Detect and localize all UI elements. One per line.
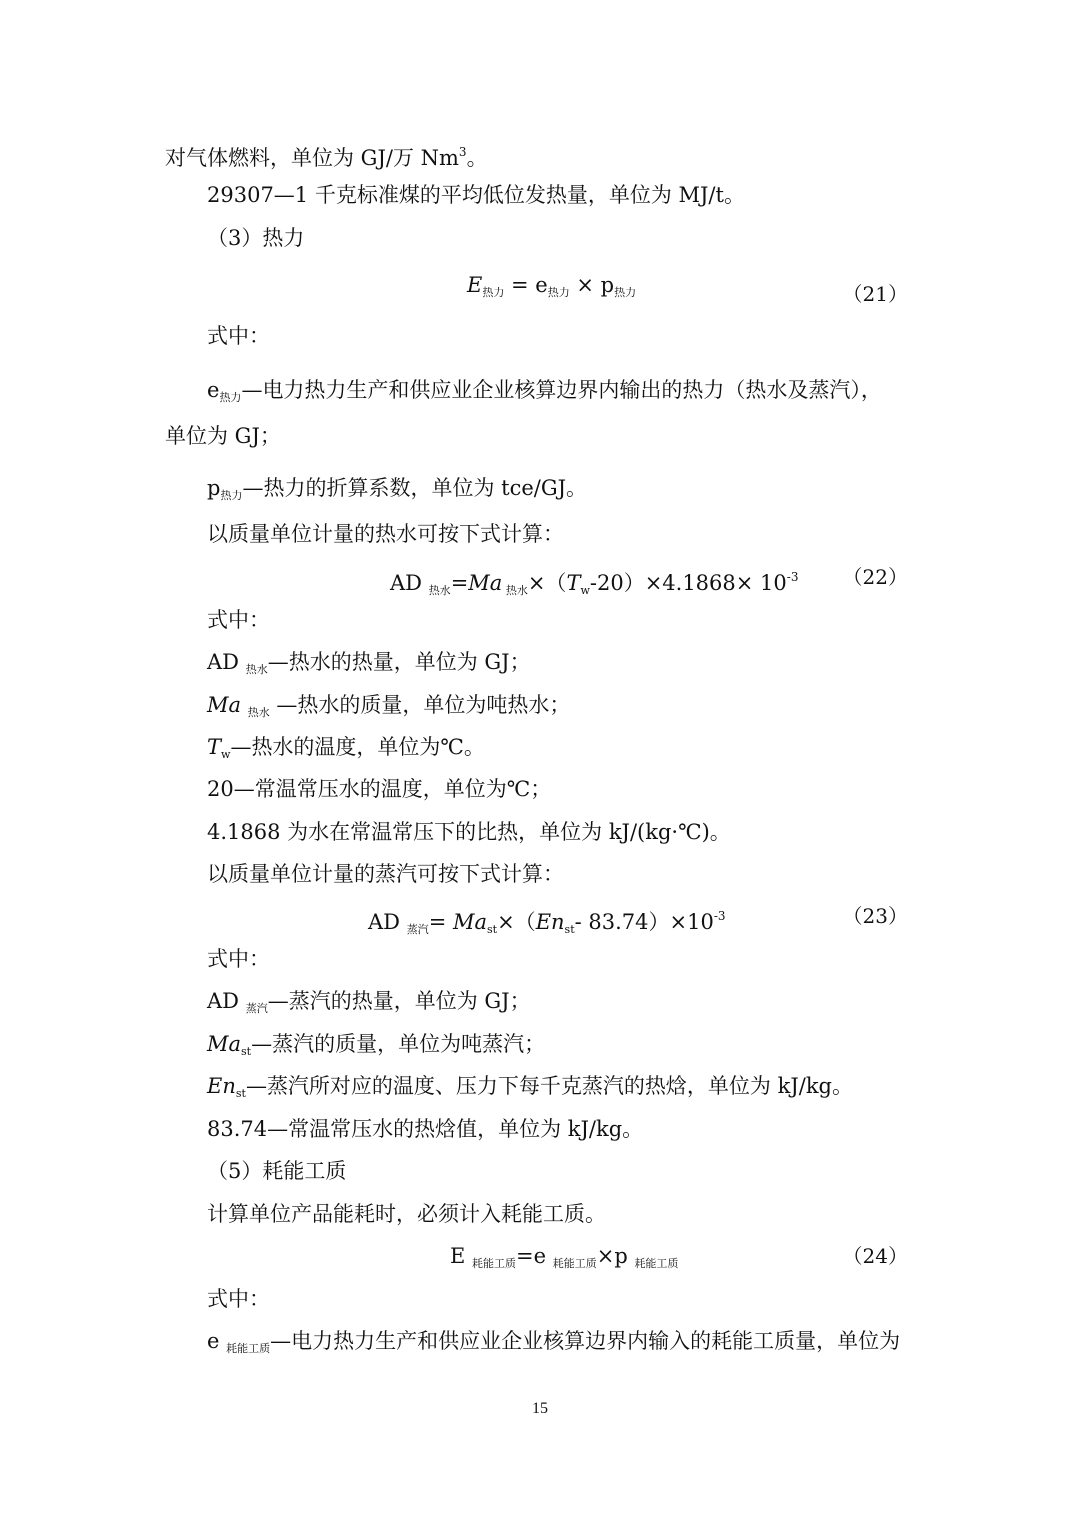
- eq-text: - 83.74）×10: [574, 910, 714, 934]
- definition-line: [207, 1030, 545, 1066]
- eq-subscript: w: [580, 584, 590, 597]
- definition-line: [207, 1072, 853, 1108]
- paragraph-line: 以质量单位计量的蒸汽可按下式计算：: [207, 862, 564, 886]
- equation-23: [368, 902, 726, 944]
- definition-line: [207, 733, 485, 769]
- symbol: En: [207, 1074, 236, 1098]
- text: —蒸汽的质量，单位为吨蒸汽；: [251, 1032, 546, 1056]
- subscript: 热力: [220, 489, 243, 502]
- eq-text: ×（: [497, 910, 536, 934]
- text: —电力热力生产和供应业企业核算边界内输入的耗能工质量，单位为: [270, 1329, 901, 1353]
- eq-text: ×（: [527, 571, 567, 595]
- eq-text: =: [450, 571, 469, 595]
- eq-subscript: 热力: [482, 286, 505, 299]
- equation-21: [467, 271, 636, 307]
- eq-subscript: 热水: [428, 584, 451, 597]
- eq-subscript: st: [487, 923, 498, 936]
- subscript: 热水: [245, 663, 268, 676]
- eq-text: = e: [504, 273, 548, 297]
- eq-text: E: [450, 1244, 473, 1268]
- subscript: w: [221, 748, 231, 761]
- paragraph-line: 以质量单位计量的热水可按下式计算：: [207, 522, 564, 546]
- section-heading: （3）热力: [207, 226, 305, 250]
- text: —热水的温度，单位为℃。: [230, 735, 485, 759]
- equation-24: [450, 1242, 678, 1278]
- definition-line: [207, 648, 531, 684]
- equation-number: （22）: [842, 565, 908, 589]
- text: —蒸汽的热量，单位为 GJ；: [267, 989, 531, 1013]
- paragraph-line: 式中：: [207, 608, 270, 632]
- paragraph-line: 式中：: [207, 324, 270, 348]
- eq-symbol: T: [566, 571, 581, 595]
- definition-line: [207, 987, 531, 1023]
- definition-line: [207, 691, 570, 727]
- subscript: 热水: [247, 706, 270, 719]
- paragraph-line: 83.74—常温常压水的热焓值，单位为 kJ/kg。: [207, 1117, 644, 1141]
- paragraph-line: 20—常温常压水的温度，单位为℃；: [207, 777, 552, 801]
- equation-22: [390, 563, 798, 605]
- definition-line: [207, 376, 882, 412]
- symbol: p: [207, 476, 221, 500]
- symbol: AD: [207, 650, 240, 674]
- paragraph-line: [165, 138, 488, 172]
- symbol: Ma: [207, 1032, 242, 1056]
- subscript: st: [235, 1087, 246, 1100]
- equation-number: （24）: [842, 1244, 908, 1268]
- paragraph-line: 29307—1 千克标准煤的平均低位发热量，单位为 MJ/t。: [207, 183, 745, 207]
- eq-text: AD: [368, 910, 407, 934]
- text: —蒸汽所对应的温度、压力下每千克蒸汽的热焓，单位为 kJ/kg。: [245, 1074, 853, 1098]
- subscript: st: [241, 1045, 252, 1058]
- paragraph-line: 计算单位产品能耗时，必须计入耗能工质。: [207, 1202, 606, 1226]
- eq-superscript: -3: [786, 570, 799, 584]
- symbol: Ma: [207, 693, 242, 717]
- eq-text: =e: [516, 1244, 553, 1268]
- eq-subscript: 热力: [547, 286, 570, 299]
- subscript: 热力: [219, 391, 242, 404]
- eq-subscript: 耗能工质: [634, 1257, 679, 1270]
- eq-subscript: 蒸汽: [406, 923, 429, 936]
- eq-superscript: -3: [713, 909, 726, 923]
- text: —热水的热量，单位为 GJ；: [267, 650, 531, 674]
- eq-text: × p: [569, 273, 615, 297]
- paragraph-line: 4.1868 为水在常温常压下的比热，单位为 kJ/(kg·℃)。: [207, 820, 731, 844]
- page-number: 15: [532, 1400, 548, 1417]
- equation-number: （21）: [842, 282, 908, 306]
- eq-symbol: En: [535, 910, 565, 934]
- equation-number: （23）: [842, 904, 908, 928]
- text: 。: [466, 146, 488, 170]
- eq-text: AD: [390, 571, 429, 595]
- eq-text: =: [428, 910, 453, 934]
- symbol: T: [207, 735, 222, 759]
- definition-line: [207, 1327, 900, 1363]
- paragraph-line: 式中：: [207, 1287, 270, 1311]
- definition-line: [207, 474, 587, 510]
- section-heading: （5）耗能工质: [207, 1159, 347, 1183]
- paragraph-line: 式中：: [207, 947, 270, 971]
- subscript: 蒸汽: [245, 1002, 268, 1015]
- text: —电力热力生产和供应业企业核算边界内输出的热力（热水及蒸汽），: [241, 378, 882, 402]
- symbol: e: [207, 378, 220, 402]
- symbol: AD: [207, 989, 240, 1013]
- eq-subscript: 耗能工质: [472, 1257, 517, 1270]
- eq-symbol: Ma: [468, 571, 503, 595]
- text: —热力的折算系数，单位为 tce/GJ。: [242, 476, 588, 500]
- text: 对气体燃料，单位为 GJ/万 Nm: [165, 146, 459, 170]
- superscript: 3: [458, 145, 467, 159]
- eq-subscript: st: [564, 923, 575, 936]
- subscript: 耗能工质: [226, 1342, 271, 1355]
- eq-subscript: 热水: [502, 584, 528, 597]
- eq-symbol: Ma: [452, 910, 487, 934]
- eq-subscript: 耗能工质: [552, 1257, 597, 1270]
- text: —热水的质量，单位为吨热水；: [269, 693, 571, 717]
- eq-symbol: E: [467, 273, 483, 297]
- eq-text: -20）×4.1868× 10: [589, 571, 787, 595]
- eq-text: ×p: [596, 1244, 635, 1268]
- paragraph-line: 单位为 GJ；: [165, 424, 281, 448]
- symbol: e: [207, 1329, 220, 1353]
- eq-subscript: 热力: [614, 286, 637, 299]
